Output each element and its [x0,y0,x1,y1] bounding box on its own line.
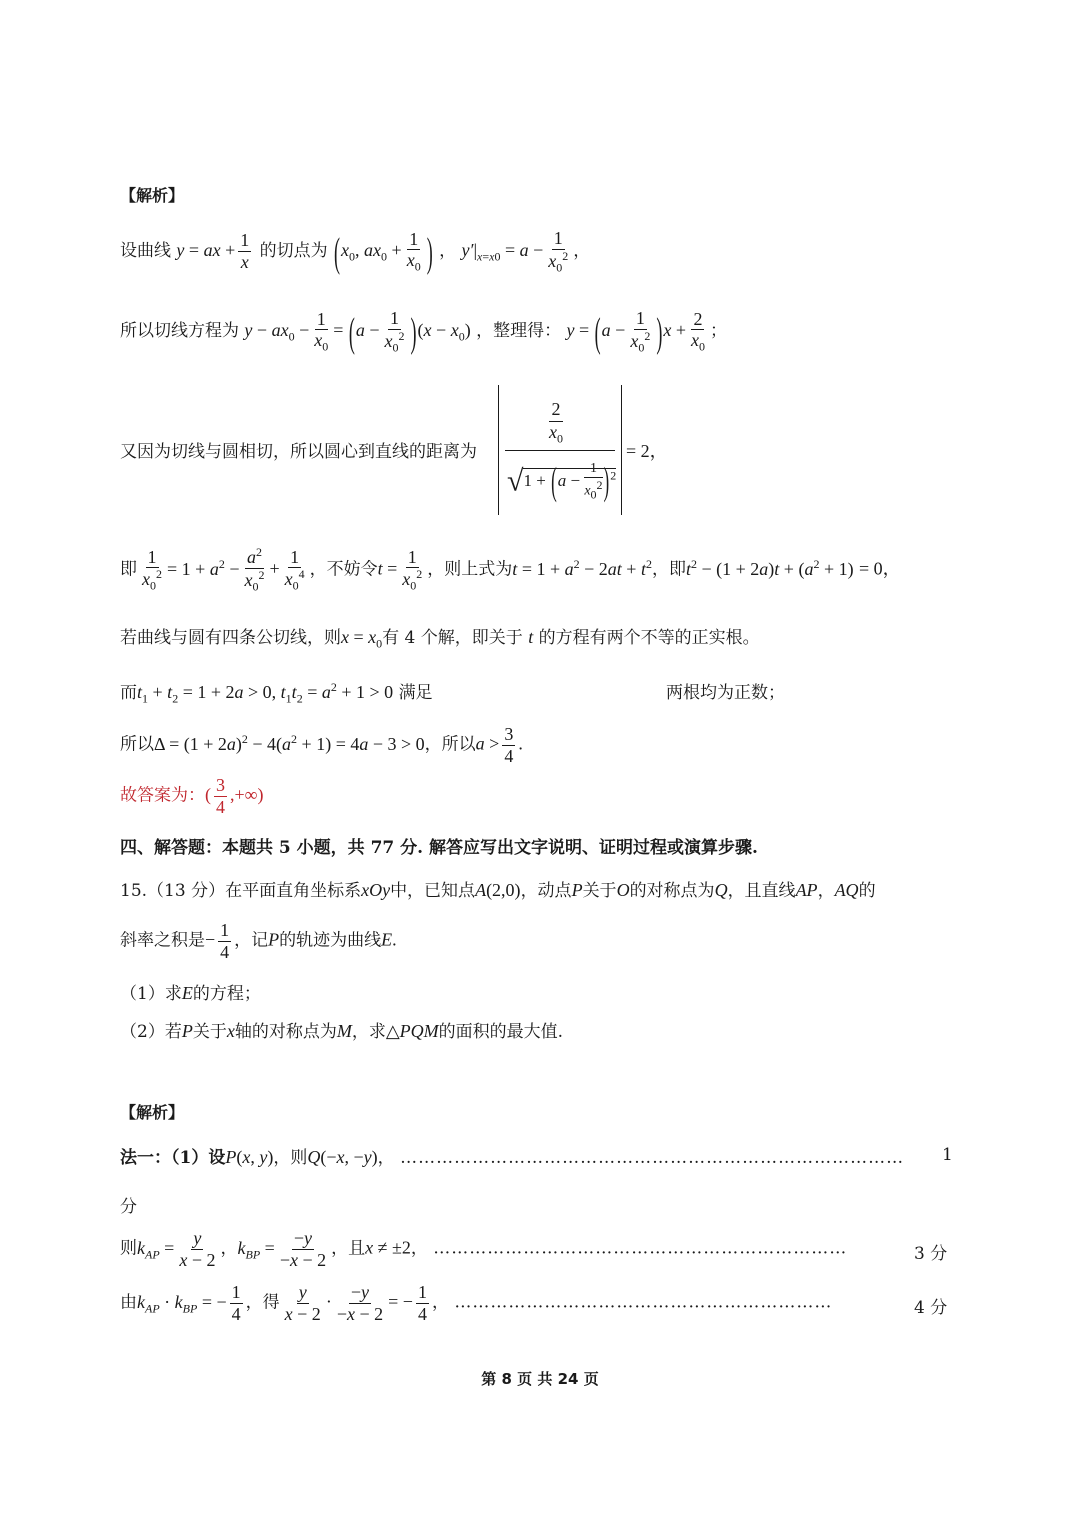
distance-expression: 2 $x_0$ √1 + (a − $\frac{1}{x_0^2}$ )$^2$ [498,385,622,515]
line-tangent-point: 设曲线 y = ax + $\frac{1}{x}$ 的切点为 ($x_0$, $ax_0$ + $\frac{1}{x_0}$ ) ， $y'|_{x=x0} = a$ − $\frac{1}{x_0^2}$ ， [120,228,591,275]
line-tangent-equation: 所以切线方程为 $y - ax_0$ − $\frac{1}{x_0}$ = (a − $\frac{1}{x_0^2}$ )$(x - x_0)$ ，整理得： y = (a − $\frac{1}{x_0^2}$ )x + $\frac{2}{x_0}$ ； [120,308,727,355]
line-four-solutions: 若曲线与圆有四条公切线，则$x = x_0$有 4 个解，即关于 t 的方程有两个不等的正实根。 [120,627,760,651]
analysis-heading-2: 【解析】 [120,1103,185,1122]
q15-part1: （1）求E的方程； [120,983,261,1004]
page-footer: 第 8 页 共 24 页 [481,1370,599,1388]
analysis-heading: 【解析】 [120,186,185,205]
q15-line2: 斜率之积是− $\frac{1}{4}$ ，记P的轨迹为曲线E. [120,920,397,962]
score-3: 3 分 [914,1244,948,1264]
q15-line1: 15.（13 分）在平面直角坐标系xOy中，已知点A(2,0)，动点P关于O的对称点为Q，且直线AP，AQ的 [120,880,876,901]
score-4: 4 分 [914,1298,948,1318]
section-four-heading: 四、解答题：本题共 5 小题，共 77 分. 解答应写出文字说明、证明过程或演算步骤. [120,838,758,858]
line-discriminant: 所以$\Delta = (1 + 2a)^2 - 4(a^2 + 1) = 4a - 3 > 0$，所以a > $\frac{3}{4}$ . [120,724,523,766]
method1-step2: 则$k_{AP}$ = $\frac{y}{x - 2}$ ，$k_{BP}$ = $\frac{-y}{-x - 2}$ ，且x ≠ ±2， …………………………………………………………… [120,1228,848,1270]
score-1: 1 [942,1145,953,1165]
document-page: 【解析】 设曲线 y = ax + $\frac{1}{x}$ 的切点为 ($x_0$, $ax_0$ + $\frac{1}{x_0}$ ) ， $y'|_{x=x0} = a$ − $\frac{1}{x_0^2}$ ， 所以切线方程为 $y - ax_0$ − $\frac{1}{x_0}$ = (a − $\frac{1}{x_0^2}$ )$(x - x_0)$ ，整理得： y = (a − $\frac{1}{x_0^2}$ )x + $\frac{2}{x_0}$ ； 又因为切线与圆相切，所以圆心到直线的距离为 2 $x_0$ √1 + (a − $\frac{1}{x_0^2}$ )$^2$ = 2， 即 $\frac{1}{x_0^2}$ = $1 + a^2$ − $\frac{a^2}{x_0^2}$ + $\frac{1}{x_0^4}$ ，不妨令t = $\frac{1}{x_0^2}$ ，则上式为$t = 1 + a^2 - 2at + t^2$，即$t^2 - (1 + 2a)t + (a^2 + 1) = 0$， 若曲线与圆有四条公切线，则$x = x_0$有 4 个解，即关于 t 的方程有两个不等的正实根。 而$t_1 + t_2 = 1 + 2a > 0$, $t_1t_2 = a^2 + 1 > 0$ 满足 两根均为正数； 所以$\Delta = (1 + 2a)^2 - 4(a^2 + 1) = 4a - 3 > 0$，所以a > $\frac{3}{4}$ . 故答案为：( $\frac{3}{4}$ ,+∞) 四、解答题：本题共 5 小题，共 77 分. 解答应写出文字说明、证明过程或演算步骤. 15.（13 分）在平面直角坐标系xOy中，已知点A(2,0)，动点P关于O的对称点为Q，且直线AP，AQ的 斜率之积是− $\frac{1}{4}$ ，记P的轨迹为曲线E. （1）求E的方程； （2）若P关于x轴的对称点为M，求△PQM的面积的最大值. 【解析】 法一：（1）设P(x, y)，则Q(−x, −y)， ………………………………………………………………………… 1 分 则$k_{AP}$ = $\frac{y}{x - 2}$ ，$k_{BP}$ = $\frac{-y}{-x - 2}$ ，且x ≠ ±2， …………………………………………………………… 3 分 由$k_{AP} \cdot k_{BP}$ = − $\frac{1}{4}$ ，得 $\frac{y}{x - 2}$ · $\frac{-y}{-x - 2}$ = − $\frac{1}{4}$ ， ……………………………………………………… 4 分 第 8 页 共 24 页 [0,0,1080,1528]
score-1-unit: 分 [120,1197,137,1217]
line-vieta: 而$t_1 + t_2 = 1 + 2a > 0$, $t_1t_2 = a^2 + 1 > 0$ 满足 [120,680,433,706]
line-substitution: 即 $\frac{1}{x_0^2}$ = $1 + a^2$ − $\frac{a^2}{x_0^2}$ + $\frac{1}{x_0^4}$ ，不妨令t = $\frac{1}{x_0^2}$ ，则上式为$t = 1 + a^2 - 2at + t^2$，即$t^2 - (1 + 2a)t + (a^2 + 1) = 0$， [120,545,901,594]
line-vieta-right: 两根均为正数； [666,683,785,703]
method1-step3: 由$k_{AP} \cdot k_{BP}$ = − $\frac{1}{4}$ ，得 $\frac{y}{x - 2}$ · $\frac{-y}{-x - 2}$ = − $\frac{1}{4}$ ， ……………………………………………………… [120,1282,833,1324]
answer-line: 故答案为：( $\frac{3}{4}$ ,+∞) [120,775,264,817]
q15-part2: （2）若P关于x轴的对称点为M，求△PQM的面积的最大值. [120,1021,564,1042]
method1-step1: 法一：（1）设P(x, y)，则Q(−x, −y)， ………………………………………………………………………… [120,1147,905,1168]
